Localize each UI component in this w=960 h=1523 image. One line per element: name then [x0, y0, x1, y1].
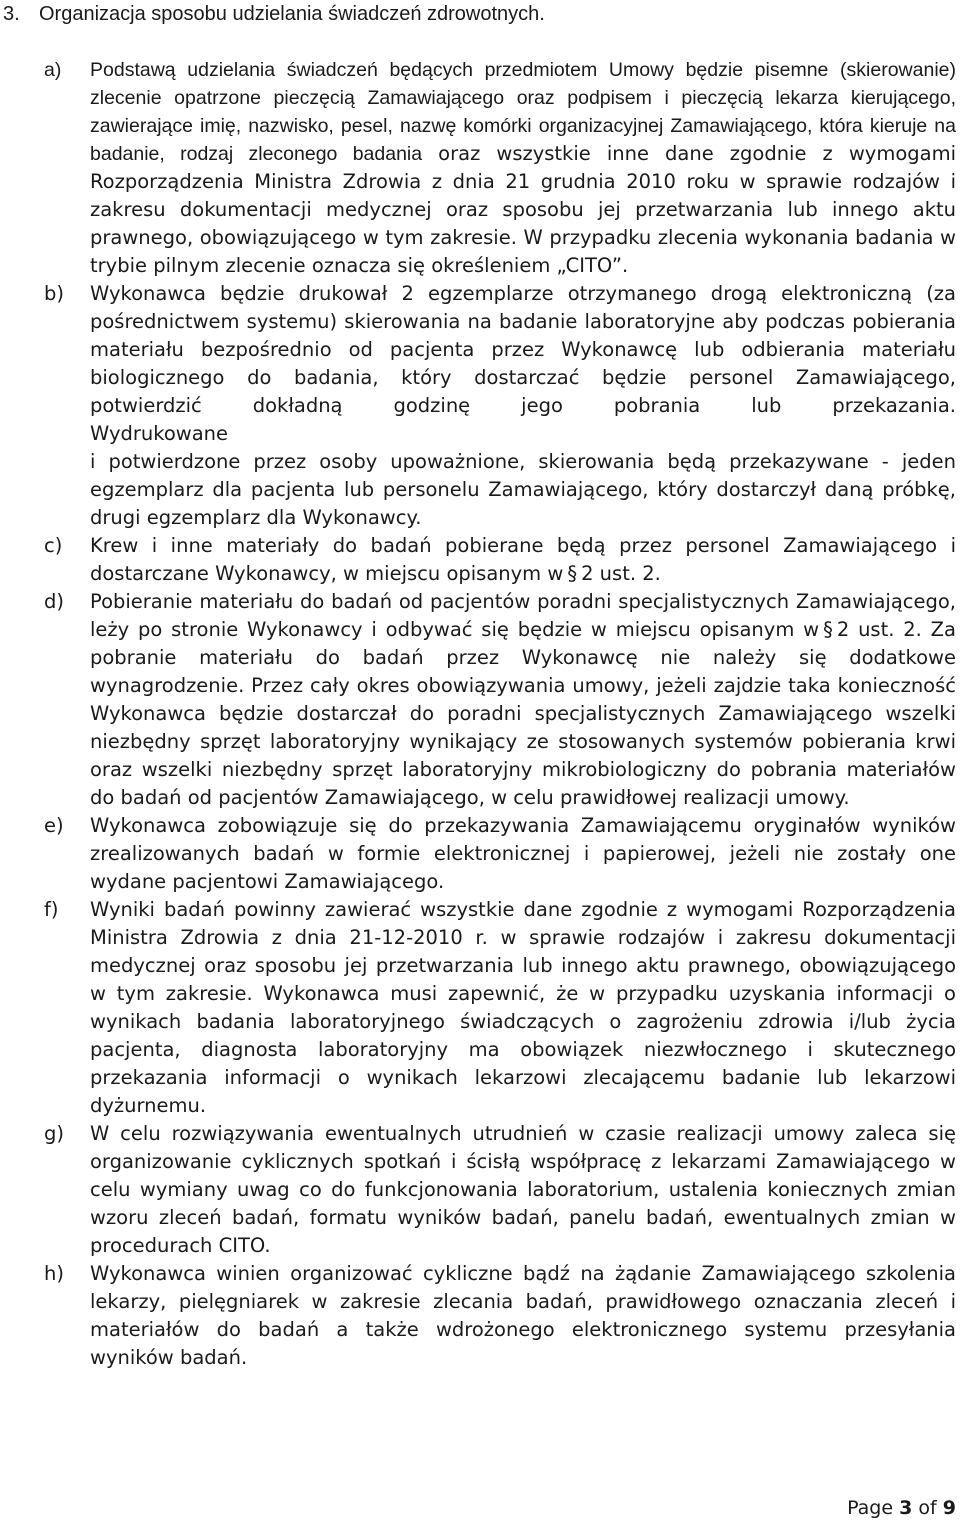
page-number-footer — [847, 1494, 956, 1522]
clause-marker: g) — [44, 1122, 64, 1145]
clause-text-continued: 2 ust. 2. — [581, 562, 661, 585]
clause-text: Wykonawca winien organizować cykliczne bądź na żądanie Zamawiającego szkolenia lekarzy, pielęgniarek w zakresie zlecania badań, prawidłowego oznaczania zleceń i materiałów do badań a także wdrożonego elektronicznego systemu przesyłania wyników badań. — [90, 1262, 956, 1369]
total-pages-number: 9 — [942, 1497, 956, 1519]
clause-marker: h) — [44, 1262, 64, 1285]
clause-g — [44, 1120, 956, 1260]
clause-b — [44, 280, 956, 532]
page-label: Page — [847, 1497, 894, 1519]
clause-marker: c) — [44, 534, 63, 557]
section-sign-icon: § — [567, 562, 578, 585]
clause-marker: d) — [44, 590, 64, 613]
clause-d — [44, 588, 956, 812]
clause-text: Wykonawca zobowiązuje się do przekazywania Zamawiającemu oryginałów wyników zrealizowanych badań w formie elektronicznej i papierowej, jeżeli nie zostały one wydane pacjentowi Zamawiającego. — [90, 814, 956, 893]
section-number: 3. — [3, 3, 20, 25]
clause-marker: e) — [44, 814, 64, 837]
section-title: Organizacja sposobu udzielania świadczeń zdrowotnych. — [39, 3, 545, 25]
clause-e — [44, 812, 956, 896]
section-sign-icon: § — [823, 618, 833, 641]
clause-text: Wyniki badań powinny zawierać wszystkie dane zgodnie z wymogami Rozporządzenia Ministra Zdrowia z dnia 21-12-2010 r. w sprawie rodzajów i zakresu dokumentacji medycznej oraz sposobu jej przetwarzania lub innego aktu prawnego, obowiązującego w tym zakresie. Wykonawca musi zapewnić, że w przypadku uzyskania informacji o wynikach badania laboratoryjnego świadczących o zagrożeniu zdrowia i/lub życia pacjenta, diagnosta laboratoryjny ma obowiązek niezwłocznego i skutecznego przekazania informacji o wynikach lekarzowi zlecającemu badanie lub lekarzowi dyżurnemu. — [90, 898, 956, 1117]
clause-text-continued: Wydrukowane — [90, 422, 229, 445]
clause-marker: b) — [44, 282, 64, 305]
clause-text: W celu rozwiązywania ewentualnych utrudnień w czasie realizacji umowy zaleca się organizowanie cyklicznych spotkań i ścisłą współpracę z lekarzami Zamawiającego w celu wymiany uwag co do funkcjonowania laboratorium, ustalenia koniecznych zmian wzoru zleceń badań, formatu wyników badań, panelu badań, ewentualnych zmian w procedurach CITO. — [90, 1122, 956, 1257]
clause-text: Krew i inne materiały do badań pobierane będą przez personel Zamawiającego i dostarczane Wykonawcy, w miejscu opisanym w — [90, 534, 956, 585]
clause-list — [44, 56, 956, 1372]
clause-text: Pobieranie materiału do badań od pacjentów poradni specjalistycznych Zamawiającego, leży po stronie Wykonawcy i odbywać się będzie w miejscu opisanym w — [90, 590, 956, 641]
current-page-number: 3 — [899, 1497, 913, 1519]
clause-text-continued: 2 ust. 2. Za pobranie materiału do badań przez Wykonawcę nie należy się dodatkowe wynagrodzenie. Przez cały okres obowiązywania umowy, jeżeli zajdzie taka konieczność Wykonawca będzie dostarczał do poradni specjalistycznych Zamawiającego wszelki niezbędny sprzęt laboratoryjny wynikający ze stosowanych systemów pobierania krwi oraz wszelki niezbędny sprzęt laboratoryjny mikrobiologiczny do pobrania materiałów do badań od pacjentów Zamawiającego, w celu prawidłowej realizacji umowy. — [90, 618, 956, 809]
clause-c — [44, 532, 956, 588]
clause-marker: f) — [44, 898, 59, 921]
clause-f — [44, 896, 956, 1120]
clause-text-continued: oraz wszystkie inne dane zgodnie z wymogami Rozporządzenia Ministra Zdrowia z dnia 21 grudnia 2010 roku w sprawie rodzajów i zakresu dokumentacji medycznej oraz sposobu jej przetwarzania lub innego aktu prawnego, obowiązującego w tym zakresie. W przypadku zlecenia wykonania badania w trybie pilnym zlecenie oznacza się określeniem „CITO”. — [90, 142, 956, 277]
clause-text: Podstawą udzielania świadczeń będących przedmiotem Umowy będzie pisemne (skierowanie) zlecenie opatrzone pieczęcią Zamawiającego oraz podpisem i pieczęcią lekarza kierującego, zawierające imię, nazwisko, pesel, nazwę komórki organizacyjnej Zamawiającego, która kieruje na badanie, rodzaj zleconego badania — [90, 59, 956, 165]
clause-text-continued: i potwierdzone przez osoby upoważnione, skierowania będą przekazywane - jeden egzemplarz dla pacjenta lub personelu Zamawiającego, który dostarczył daną próbkę, drugi egzemplarz dla Wykonawcy. — [90, 450, 956, 529]
of-label: of — [918, 1497, 937, 1519]
clause-a — [44, 56, 956, 280]
clause-h — [44, 1260, 956, 1372]
clause-marker: a) — [44, 59, 62, 81]
section-heading — [3, 0, 545, 28]
clause-text: Wykonawca będzie drukował 2 egzemplarze otrzymanego drogą elektroniczną (za pośrednictwem systemu) skierowania na badanie laboratoryjne aby podczas pobierania materiału bezpośrednio od pacjenta przez Wykonawcę lub odbierania materiału biologicznego do badania, który dostarczać będzie personel Zamawiającego, potwierdzić dokładną godzinę jego pobrania lub przekazania. — [90, 282, 956, 417]
